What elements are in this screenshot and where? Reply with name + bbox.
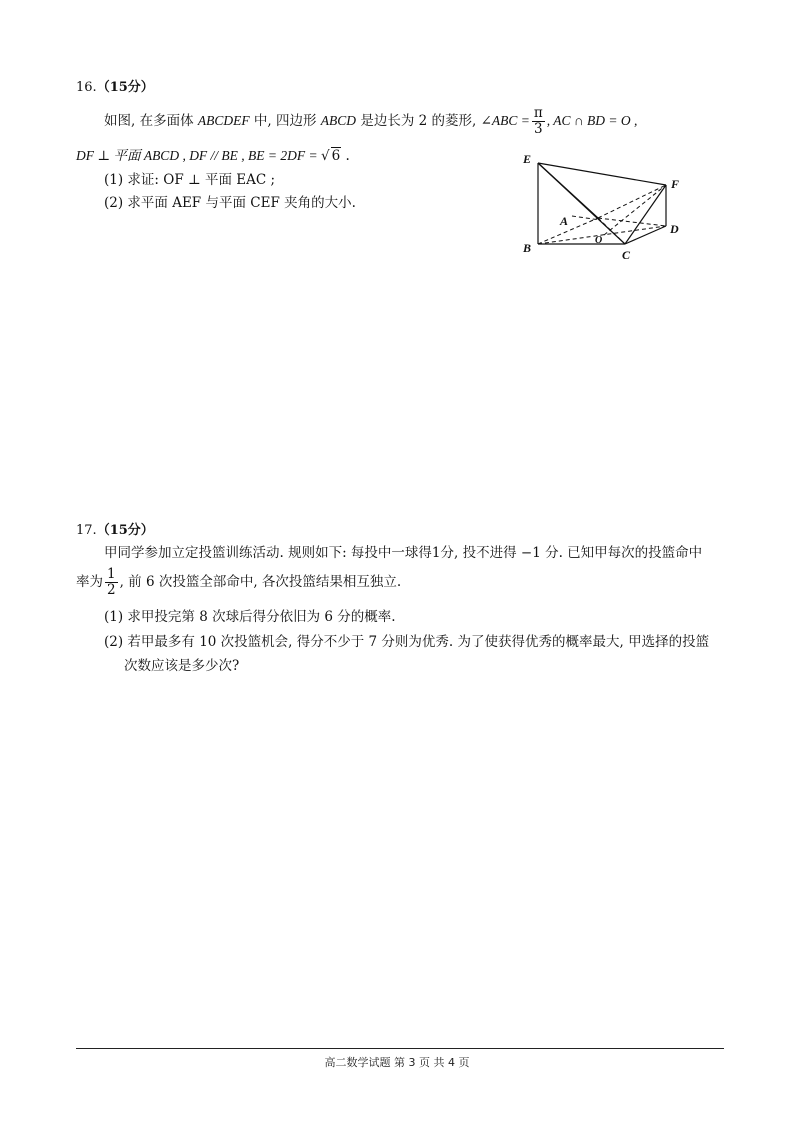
q17-number: 17. xyxy=(76,523,97,538)
q17-part2-cont: 次数应该是多少次? xyxy=(124,658,240,674)
q16-three: 3 xyxy=(534,121,543,137)
q16-line1-text-a: 如图, 在多面体 xyxy=(104,113,198,129)
label-E: E xyxy=(523,152,532,166)
label-B: B xyxy=(523,241,532,255)
label-C: C xyxy=(622,248,631,262)
q17-one: 1 xyxy=(107,566,116,582)
q16-heading xyxy=(76,76,154,95)
q16-number: 16. xyxy=(76,80,97,95)
q17-part1: (1) 求甲投完第 8 次球后得分依旧为 6 分的概率. xyxy=(104,609,396,625)
q17-one-half xyxy=(105,567,118,598)
q16-line2-text: DF ⊥ 平面 ABCD , DF // BE , BE = 2DF = xyxy=(76,148,322,163)
q16-quad-name: ABCD xyxy=(320,113,357,128)
q17-line2-text-a: 率为 xyxy=(76,574,103,590)
label-D: D xyxy=(670,222,679,236)
label-A: A xyxy=(560,214,569,228)
q16-part2: (2) 求平面 AEF 与平面 CEF 夹角的大小. xyxy=(104,195,356,211)
footer-rule xyxy=(76,1048,724,1049)
q17-line1: 甲同学参加立定投篮训练活动. 规则如下: 每投中一球得1分, 投不进得 −1 分. 已知甲每次的投篮命中 xyxy=(104,545,703,561)
edge-AD xyxy=(598,218,666,226)
q16-intersection: , AC ∩ BD = O , xyxy=(546,113,638,128)
q16-period: . xyxy=(341,148,350,164)
page-footer: 高二数学试题 第 3 页 共 4 页 xyxy=(324,1056,470,1069)
q16-pi: π xyxy=(533,105,543,121)
q16-line1-text-b: 中, 四边形 xyxy=(249,113,321,129)
polyhedron-figure xyxy=(520,150,695,265)
q17-line2-text-b: , 前 6 次投篮全部命中, 各次投篮结果相互独立. xyxy=(119,574,402,590)
q17-part2: (2) 若甲最多有 10 次投篮机会, 得分不少于 7 分则为优秀. 为了使获得优秀的概率最大, 甲选择的投篮 xyxy=(104,634,710,650)
label-F: F xyxy=(671,177,680,191)
q16-sqrt6: 6 xyxy=(331,148,341,164)
label-O: O xyxy=(595,235,603,246)
q16-line1-text-c: 是边长为 2 的菱形, xyxy=(356,113,481,129)
q17-heading xyxy=(76,519,154,538)
q16-polyhedron-name: ABCDEF xyxy=(197,113,250,128)
q16-part1: (1) 求证: OF ⊥ 平面 EAC ; xyxy=(104,172,276,188)
q16-angle: ∠ABC = xyxy=(480,113,530,128)
q16-line2: DF ⊥ 平面 ABCD , DF // BE , BE = 2DF = √ 6 . xyxy=(76,148,350,164)
q17-line2 xyxy=(76,567,401,598)
q17-two: 2 xyxy=(107,582,116,598)
q16-line1 xyxy=(104,106,637,137)
q16-pi-over-3 xyxy=(532,106,545,137)
q16-points: （15分） xyxy=(96,80,154,95)
q17-points: （15分） xyxy=(96,523,154,538)
edge-EF xyxy=(538,163,666,185)
